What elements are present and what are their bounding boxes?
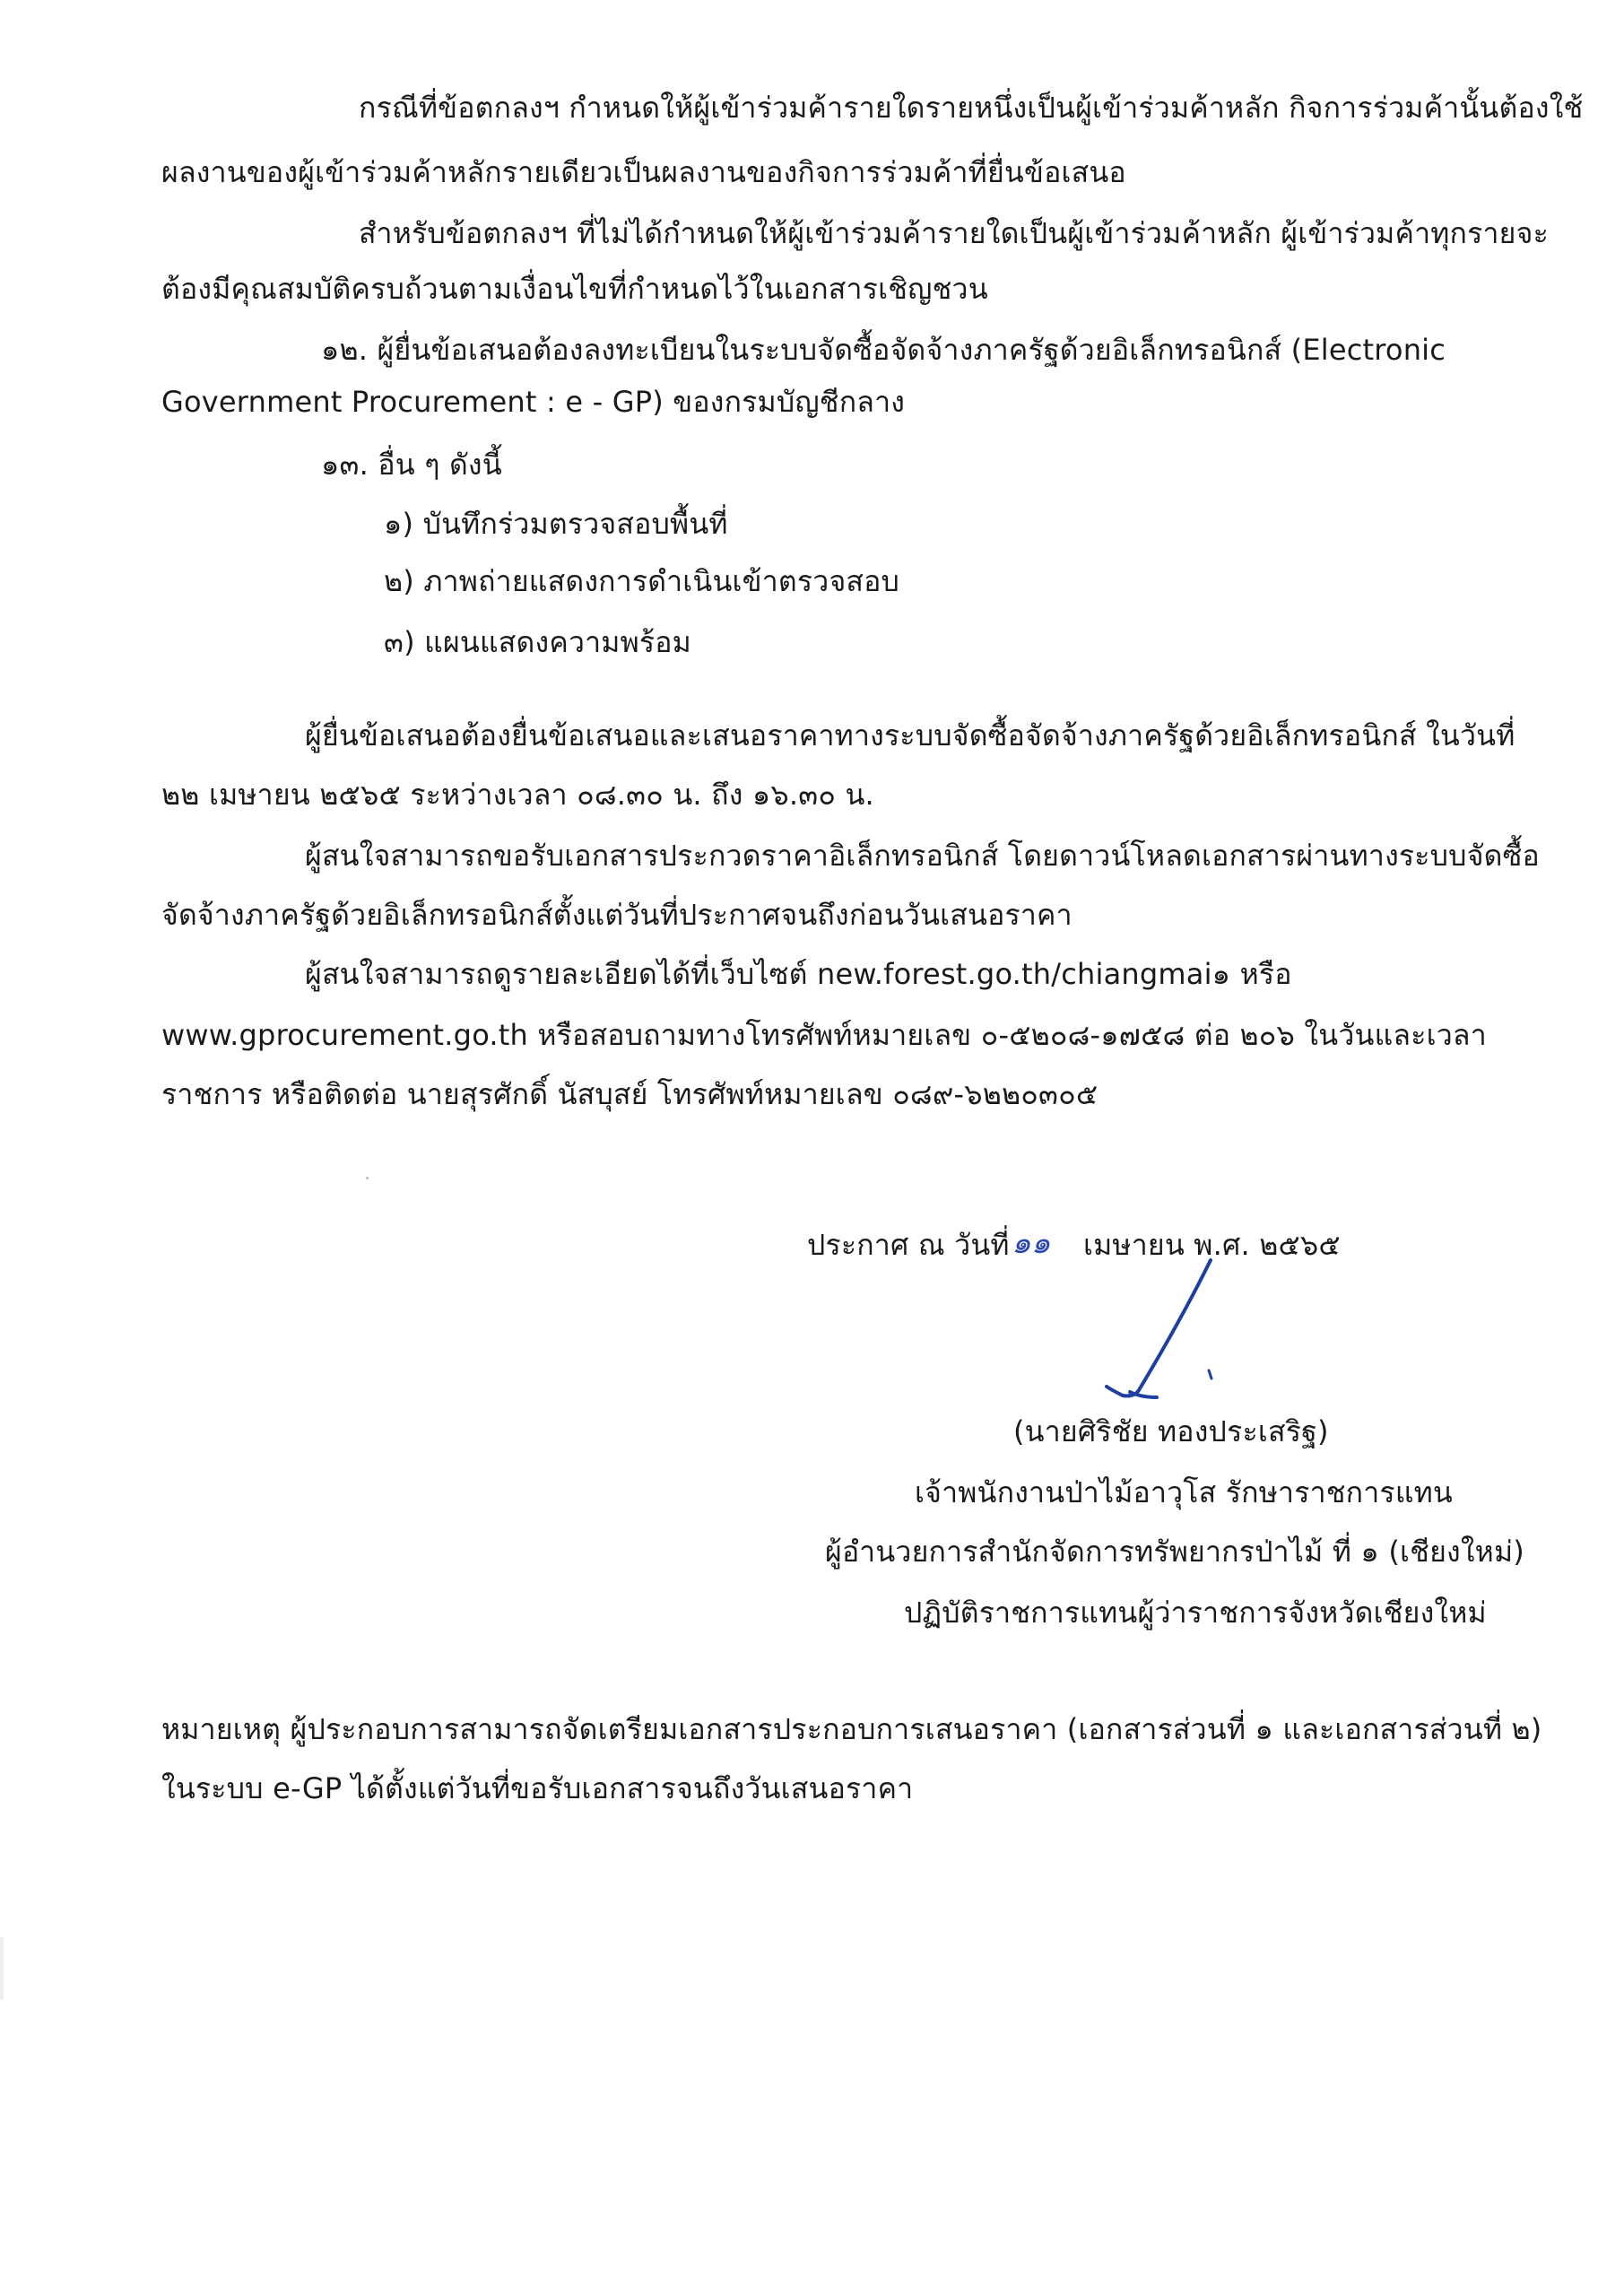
download-line-2: จัดจ้างภาครัฐด้วยอิเล็กทรอนิกส์ตั้งแต่วันที่ประกาศจนถึงก่อนวันเสนอราคา [161, 898, 1073, 932]
signatory-position-2: ผู้อำนวยการสำนักจัดการทรัพยากรป่าไม้ ที่ ๑ (เชียงใหม่) [825, 1535, 1524, 1569]
para-joint-lead-line-2: ผลงานของผู้เข้าร่วมค้าหลักรายเดียวเป็นผลงานของกิจการร่วมค้าที่ยื่นข้อเสนอ [161, 155, 1126, 189]
download-line-1: ผู้สนใจสามารถขอรับเอกสารประกวดราคาอิเล็กทรอนิกส์ โดยดาวน์โหลดเอกสารผ่านทางระบบจัดซื้อ [305, 839, 1540, 873]
item-12-line-1: ๑๒. ผู้ยื่นข้อเสนอต้องลงทะเบียนในระบบจัดซื้อจัดจ้างภาครัฐด้วยอิเล็กทรอนิกส์ (Electronic [321, 333, 1446, 367]
note-line-2: ในระบบ e-GP ได้ตั้งแต่วันที่ขอรับเอกสารจนถึงวันเสนอราคา [161, 1771, 914, 1805]
para-joint-all-line-2: ต้องมีคุณสมบัติครบถ้วนตามเงื่อนไขที่กำหนดไว้ในเอกสารเชิญชวน [161, 272, 988, 306]
contact-line-3: ราชการ หรือติดต่อ นายสุรศักดิ์ นัสบุสย์ โทรศัพท์หมายเลข ๐๘๙-๖๒๒๐๓๐๕ [161, 1077, 1099, 1111]
item-13-heading: ๑๓. อื่น ๆ ดังนี้ [321, 448, 502, 482]
item-13-sub-1: ๑) บันทึกร่วมตรวจสอบพื้นที่ [384, 507, 728, 541]
item-12-line-2: Government Procurement : e - GP) ของกรมบัญชีกลาง [161, 385, 906, 419]
submission-line-2: ๒๒ เมษายน ๒๕๖๕ ระหว่างเวลา ๐๘.๓๐ น. ถึง ๑๖.๓๐ น. [161, 778, 874, 812]
note-line-1: หมายเหตุ ผู้ประกอบการสามารถจัดเตรียมเอกสารประกอบการเสนอราคา (เอกสารส่วนที่ ๑ และเอกสารส่วนที่ ๒) [161, 1712, 1542, 1746]
signatory-position-3: ปฏิบัติราชการแทนผู้ว่าราชการจังหวัดเชียงใหม่ [904, 1596, 1487, 1630]
announcement-prefix: ประกาศ ณ วันที่ [807, 1228, 1010, 1262]
para-joint-all-line-1: สำหรับข้อตกลงฯ ที่ไม่ได้กำหนดให้ผู้เข้าร่วมค้ารายใดเป็นผู้เข้าร่วมค้าหลัก ผู้เข้าร่วมค้าทุกรายจะ [359, 216, 1549, 250]
signature-mark [1103, 1256, 1229, 1408]
contact-line-2: www.gprocurement.go.th หรือสอบถามทางโทรศัพท์หมายเลข ๐-๕๒๐๘-๑๗๕๘ ต่อ ๒๐๖ ในวันและเวลา [161, 1018, 1487, 1052]
contact-line-1: ผู้สนใจสามารถดูรายละเอียดได้ที่เว็บไซต์ new.forest.go.th/chiangmai๑ หรือ [305, 957, 1292, 991]
announcement-month-year: เมษายน พ.ศ. ๒๕๖๕ [1083, 1228, 1341, 1262]
submission-line-1: ผู้ยื่นข้อเสนอต้องยื่นข้อเสนอและเสนอราคาทางระบบจัดซื้อจัดจ้างภาครัฐด้วยอิเล็กทรอนิกส์ ในวันที่ [305, 718, 1515, 752]
signatory-position-1: เจ้าพนักงานป่าไม้อาวุโส รักษาราชการแทน [915, 1475, 1454, 1509]
para-joint-lead-line-1: กรณีที่ข้อตกลงฯ กำหนดให้ผู้เข้าร่วมค้ารายใดรายหนึ่งเป็นผู้เข้าร่วมค้าหลัก กิจการร่วมค้านั้นต้องใช้ [359, 91, 1584, 125]
scan-edge-mark [0, 1937, 4, 2000]
scan-speck [366, 1177, 369, 1179]
item-13-sub-2: ๒) ภาพถ่ายแสดงการดำเนินเข้าตรวจสอบ [384, 564, 900, 598]
signatory-name: (นายศิริชัย ทองประเสริฐ) [1013, 1414, 1329, 1448]
item-13-sub-3: ๓) แผนแสดงความพร้อม [384, 625, 691, 659]
announcement-day-handwritten: ๑๑ [1012, 1225, 1051, 1261]
